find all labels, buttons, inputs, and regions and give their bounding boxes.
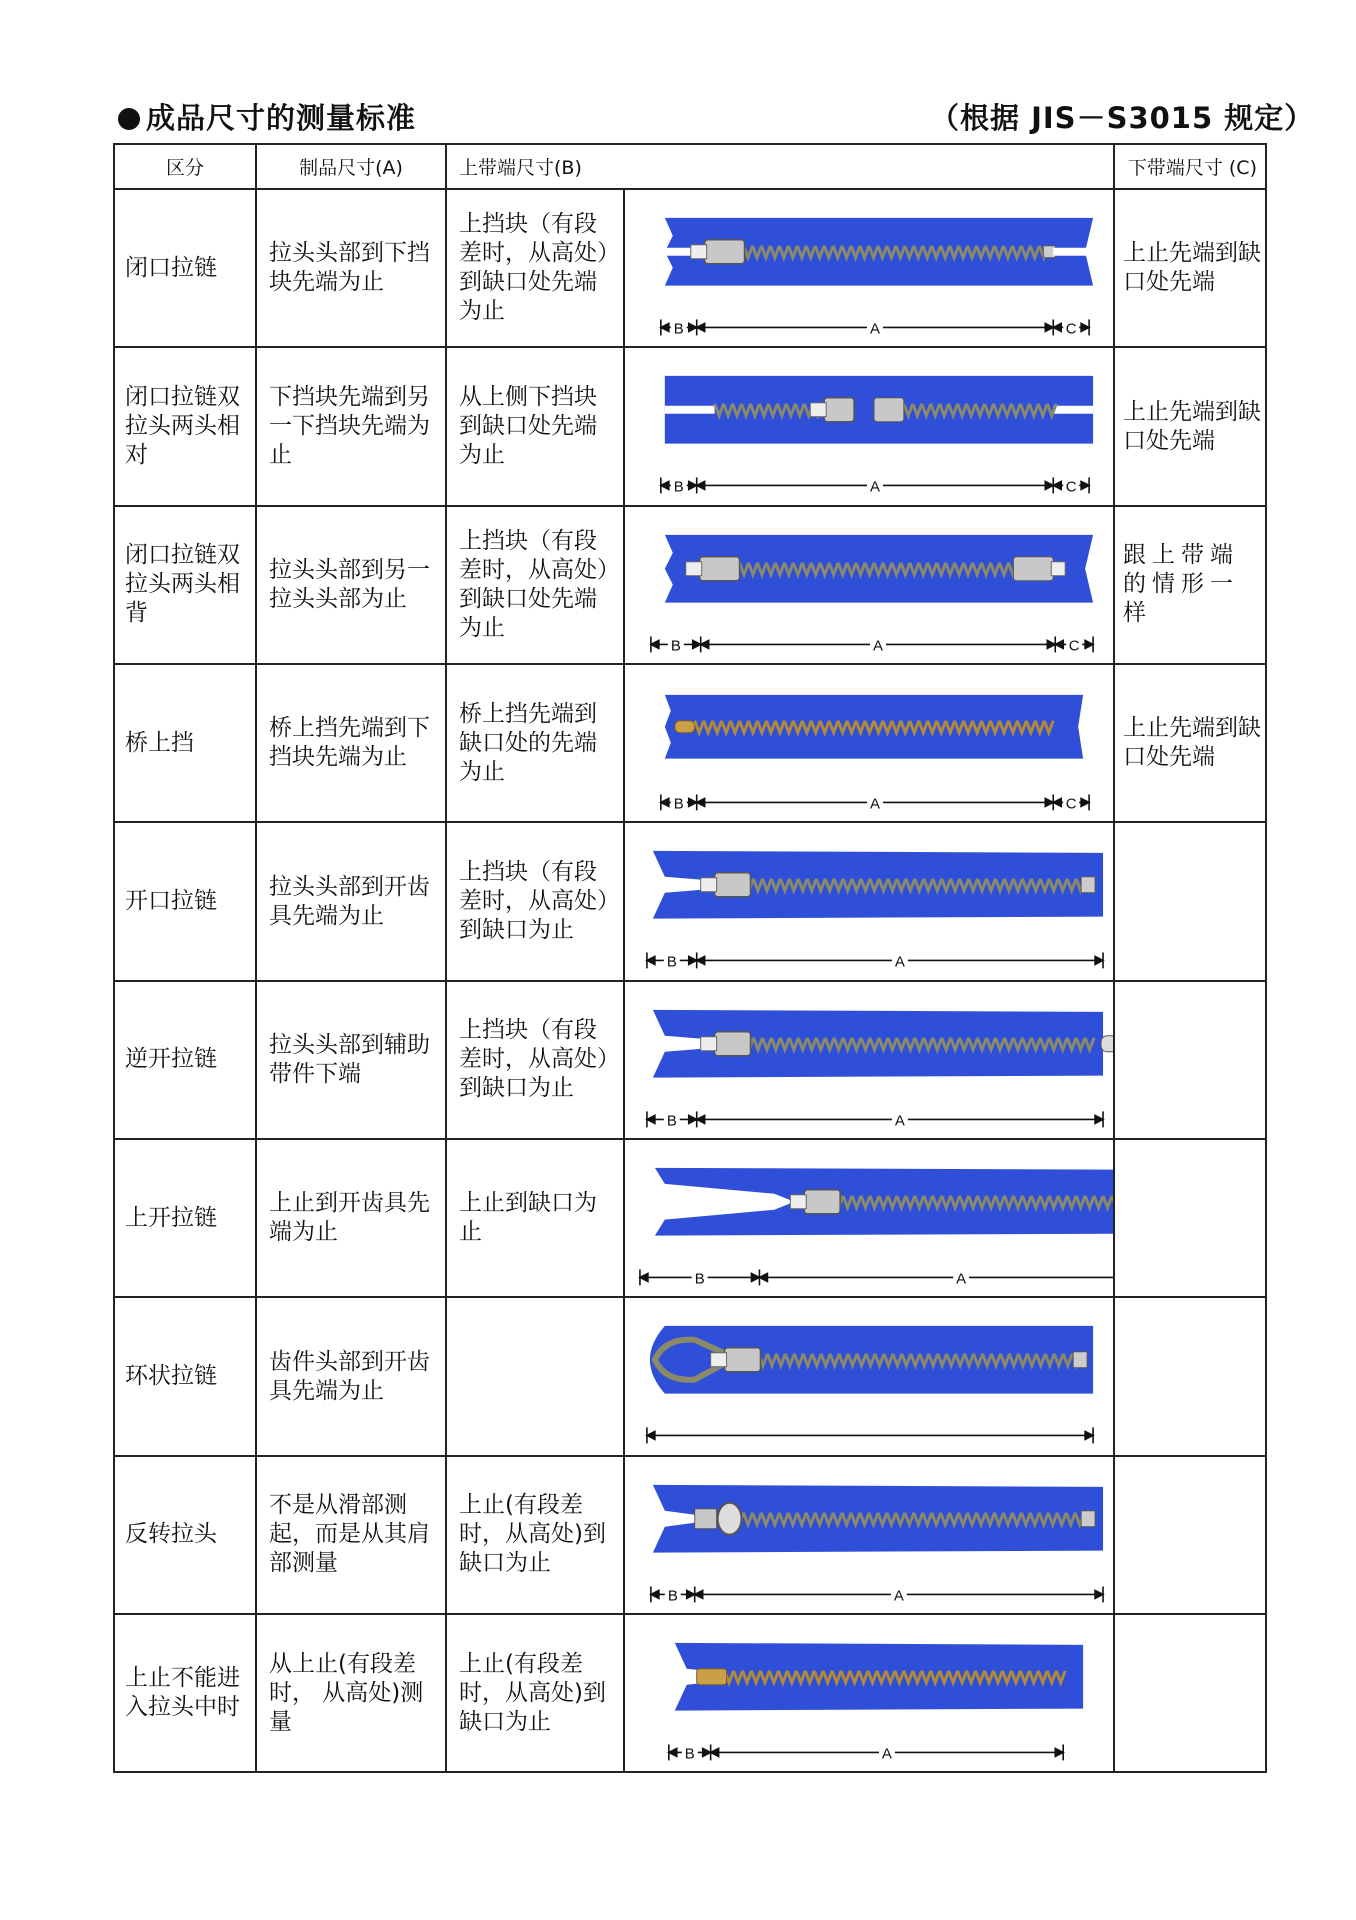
category-cell: 闭口拉链双拉头两头相背 [114,506,256,664]
zipper-drawing-part [810,403,826,417]
zipper-figure-stop-outside [624,1614,1114,1772]
zipper-drawing-part [701,878,717,892]
table-row [114,506,1266,664]
zipper-drawing-part [661,798,669,806]
zipper-drawing-part [1081,323,1089,331]
dimension-label-b: B [667,1587,678,1605]
dimension-label-c: C [1065,320,1077,338]
zipper-drawing-part [1081,482,1089,490]
zipper-figure-double-slider-facing [624,347,1114,505]
category-cell: 上止不能进入拉头中时 [114,1614,256,1772]
size-a-cell: 下挡块先端到另一下挡块先端为止 [256,347,446,505]
size-b-cell: 上止(有段差时，从高处)到缺口为止 [446,1456,624,1614]
table-row [114,347,1266,505]
zipper-drawing-part [697,323,705,331]
size-c-cell [1114,822,1266,980]
slider-icon [874,398,904,422]
size-b-cell: 上挡块（有段差时，从高处）到缺口为止 [446,822,624,980]
zipper-figure-closed-zipper [624,189,1114,347]
zipper-drawing-part [647,1115,655,1123]
dimension-label-c: C [1068,637,1080,655]
measurement-table [113,143,1267,1773]
dimension-label-a: A [893,1587,904,1605]
table-row [114,1297,1266,1455]
size-a-cell: 齿件头部到开齿具先端为止 [256,1297,446,1455]
table-row [114,189,1266,347]
zipper-drawing-part [1055,1749,1063,1757]
zipper-drawing-part [715,873,751,897]
zipper-drawing-part [647,957,655,965]
size-c-cell [1114,1614,1266,1772]
size-a-cell: 拉头头部到辅助带件下端 [256,981,446,1139]
dimension-label-b: B [666,1112,677,1130]
size-c-cell [1114,1456,1266,1614]
zipper-drawing-part [1013,556,1053,580]
category-cell: 上开拉链 [114,1139,256,1297]
zipper-drawing-part [700,556,740,580]
dimension-line [640,1270,1113,1286]
dimension-label-b: B [670,637,681,655]
zipper-drawing-part [1053,323,1061,331]
table-row [114,981,1266,1139]
size-c-cell: 上止先端到缺口处先端 [1114,189,1266,347]
dimension-label-b: B [666,953,677,971]
zipper-figure-reversed-slider [624,1456,1114,1614]
zipper-drawing-part [1053,482,1061,490]
zipper-drawing-part [695,1509,717,1529]
size-b-cell: 上止到缺口为止 [446,1139,624,1297]
zipper-drawing-part [1085,1432,1093,1440]
category-cell: 闭口拉链双拉头两头相对 [114,347,256,505]
dimension-label-a: A [881,1745,892,1763]
table-row [114,1614,1266,1772]
dimension-label-a: A [894,953,905,971]
zipper-figure-open-end [624,822,1114,980]
zipper-drawing-part [697,798,705,806]
zipper-drawing-part [1053,798,1061,806]
dimension-label-c: C [1065,478,1077,496]
zipper-drawing-part [669,1749,677,1757]
size-b-cell: 桥上挡先端到缺口处的先端为止 [446,664,624,822]
zipper-figure-double-slider-back [624,506,1114,664]
zipper-drawing-part [701,640,709,648]
header-size-b: 上带端尺寸(B) [446,144,1114,189]
zipper-drawing-part [1081,798,1089,806]
dimension-label-a: A [869,795,880,813]
zipper-drawing-part [1053,406,1093,414]
dimension-label-b: B [673,320,684,338]
zipper-drawing-part [691,245,707,259]
zipper-drawing-part [1053,248,1093,256]
dimension-label-a: A [872,637,883,655]
zipper-drawing-part [1073,1352,1087,1368]
zipper-drawing-part [1085,640,1093,648]
dimension-label-b: B [684,1745,695,1763]
zipper-drawing-part [665,406,715,414]
size-a-cell: 不是从滑部测起，而是从其肩部测量 [256,1456,446,1614]
size-c-cell [1114,1297,1266,1455]
dimension-line [647,953,1103,969]
zipper-drawing-part [661,482,669,490]
dimension-line [647,1428,1093,1444]
zipper-drawing-part [697,957,705,965]
zipper-drawing-part [697,1115,705,1123]
size-a-cell: 拉头头部到开齿具先端为止 [256,822,446,980]
zipper-drawing-part [711,1749,719,1757]
dimension-line [651,1586,1103,1605]
zipper-drawing-part [647,1432,655,1440]
size-a-cell: 上止到开齿具先端为止 [256,1139,446,1297]
zipper-drawing-part [1095,1115,1103,1123]
category-cell: 环状拉链 [114,1297,256,1455]
zipper-drawing-part [675,721,695,733]
zipper-figure-reverse-open [624,981,1114,1139]
bullet-icon [118,108,140,130]
zipper-drawing-part [804,1190,840,1214]
table-row [114,822,1266,980]
size-c-cell: 上止先端到缺口处先端 [1114,347,1266,505]
dimension-label-b: B [673,795,684,813]
size-b-cell: 上挡块（有段差时，从高处）到缺口为止 [446,981,624,1139]
zipper-drawing-part [718,1503,742,1535]
category-cell: 闭口拉链 [114,189,256,347]
zipper-drawing-part [695,1590,703,1598]
size-c-cell: 跟上带端的情形一样 [1114,506,1266,664]
zipper-drawing-part [651,1590,659,1598]
zipper-drawing-part [874,398,904,422]
size-b-cell: 从上侧下挡块到缺口处先端为止 [446,347,624,505]
dimension-label-b: B [694,1270,705,1288]
zipper-drawing-part [711,1353,727,1367]
category-cell: 桥上挡 [114,664,256,822]
size-a-cell: 从上止(有段差时， 从高处)测量 [256,1614,446,1772]
zipper-drawing-part [651,640,659,648]
dimension-line [669,1745,1063,1761]
zipper-figure-loop [624,1297,1114,1455]
size-c-cell: 上止先端到缺口处先端 [1114,664,1266,822]
dimension-line [647,1111,1103,1130]
dimension-label-a: A [956,1270,967,1288]
table-row [114,664,1266,822]
dimension-label-a: A [894,1112,905,1130]
category-cell: 逆开拉链 [114,981,256,1139]
header-category: 区分 [114,144,256,189]
size-c-cell [1114,981,1266,1139]
zipper-drawing-part [655,1168,1113,1236]
zipper-drawing-part [1095,957,1103,965]
zipper-drawing-part [759,1274,767,1282]
size-b-cell: 上止(有段差时，从高处)到缺口为止 [446,1614,624,1772]
size-a-cell: 拉头头部到另一拉头头部为止 [256,506,446,664]
category-cell: 反转拉头 [114,1456,256,1614]
table-header-row [114,144,1266,189]
zipper-drawing-part [1081,1511,1095,1527]
dimension-label-a: A [869,478,880,496]
header-size-c: 下带端尺寸 (C) [1114,144,1266,189]
zipper-drawing-part [1101,1035,1113,1051]
zipper-drawing-part [790,1195,806,1209]
zipper-drawing-part [661,323,669,331]
zipper-drawing-part [1095,1590,1103,1598]
size-a-cell: 桥上挡先端到下挡块先端为止 [256,664,446,822]
size-c-cell [1114,1139,1266,1297]
zipper-drawing-part [1081,877,1095,893]
zipper-drawing-part [697,1669,727,1685]
page-title: 成品尺寸的测量标准 [118,96,416,137]
table-row [114,1456,1266,1614]
size-b-cell: 上挡块（有段差时，从高处）到缺口处先端为止 [446,189,624,347]
size-b-cell [446,1297,624,1455]
zipper-drawing-part [640,1274,648,1282]
table-row [114,1139,1266,1297]
zipper-figure-bridge-top-stop [624,664,1114,822]
dimension-label-c: C [1065,795,1077,813]
dimension-label-a: A [869,320,880,338]
zipper-drawing-part [697,482,705,490]
zipper-drawing-part [701,1036,717,1050]
zipper-drawing-part [686,561,702,575]
zipper-figure-top-open [624,1139,1114,1297]
zipper-drawing-part [715,1032,751,1056]
category-cell: 开口拉链 [114,822,256,980]
zipper-drawing-part [1055,640,1063,648]
zipper-drawing-part [725,1348,761,1372]
page-subtitle: （根据 JIS－S3015 规定） [930,101,1315,135]
zipper-drawing-part [824,398,854,422]
size-b-cell: 上挡块（有段差时，从高处）到缺口处先端为止 [446,506,624,664]
size-a-cell: 拉头头部到下挡块先端为止 [256,189,446,347]
zipper-drawing-part [705,240,745,264]
dimension-label-b: B [673,478,684,496]
header-size-a: 制品尺寸(A) [256,144,446,189]
zipper-drawing-part [1051,561,1065,575]
